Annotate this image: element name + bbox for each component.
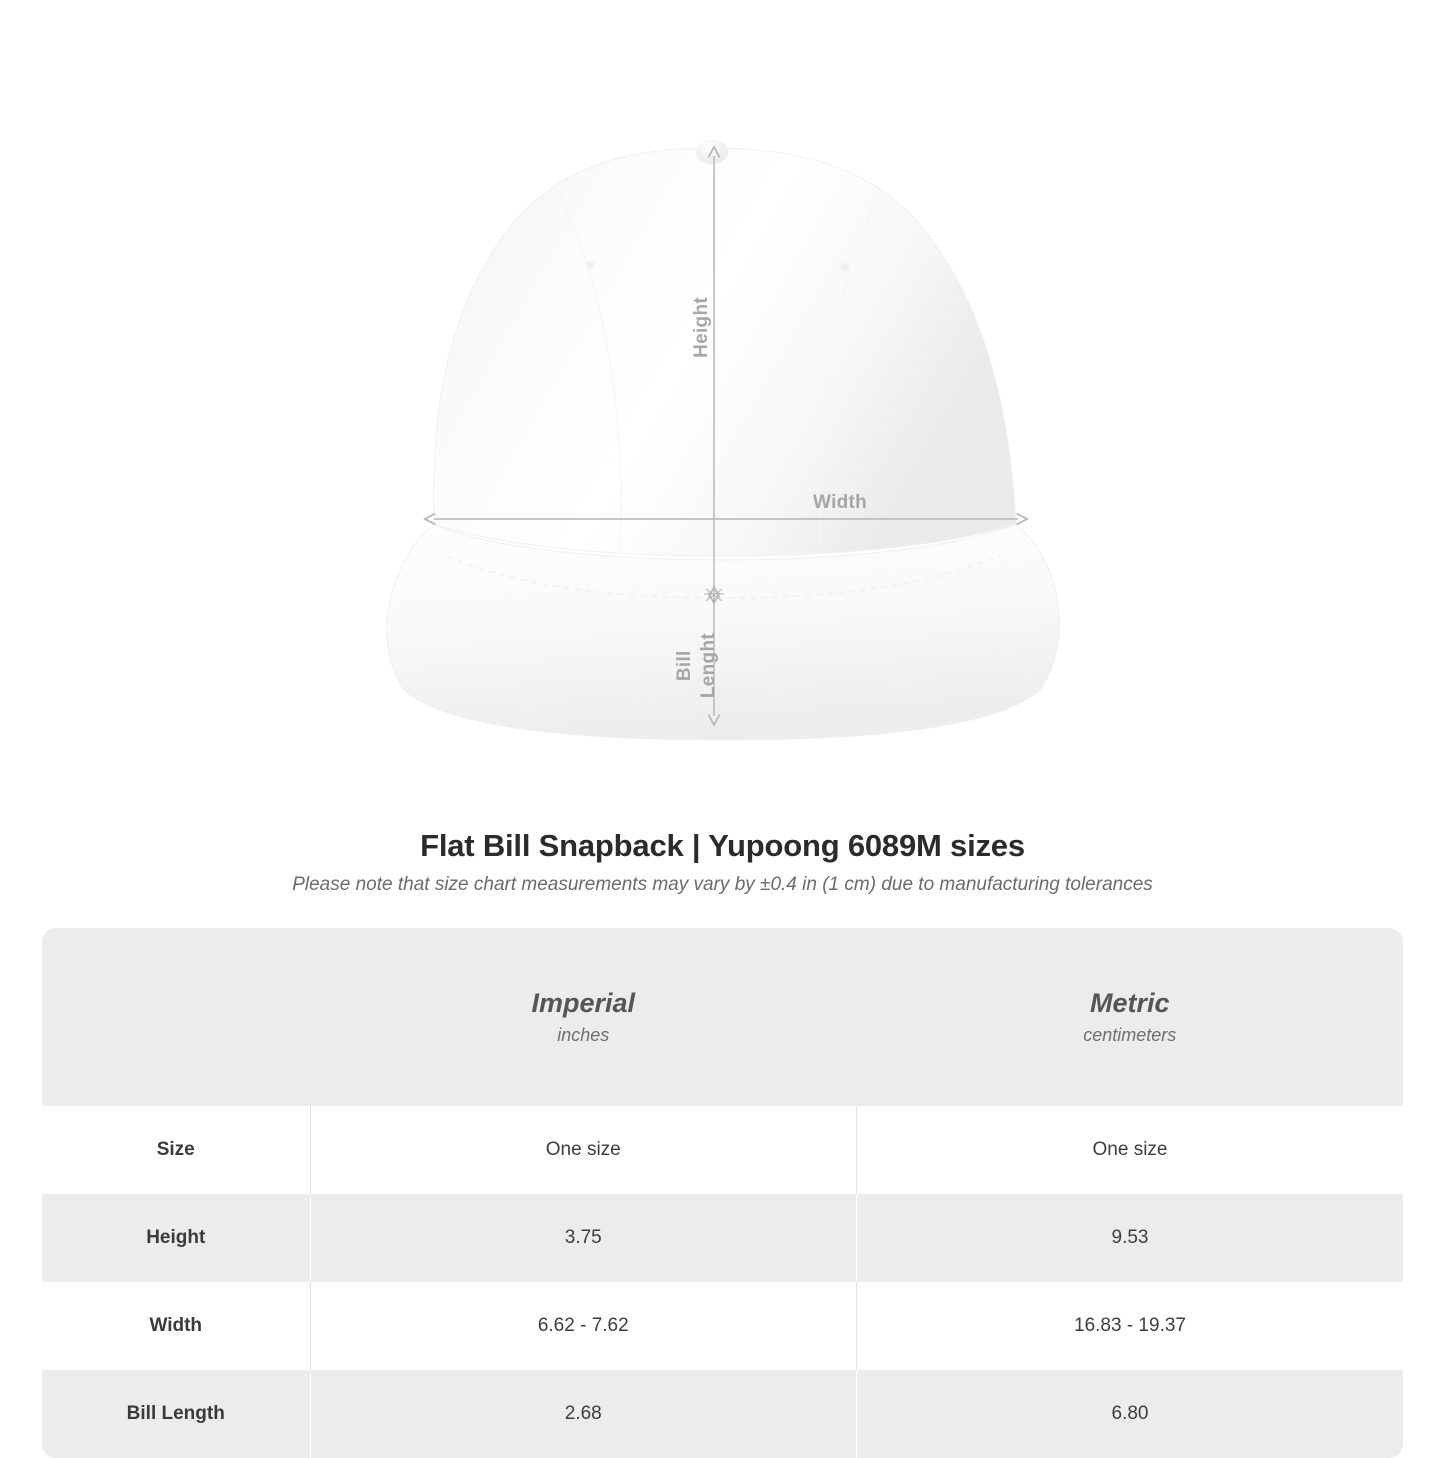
- table-row: [42, 1194, 1403, 1282]
- header-imperial-sub: inches: [557, 1025, 610, 1045]
- header-metric: [857, 928, 1404, 1106]
- table-row: [42, 1282, 1403, 1370]
- table-header-row: [42, 928, 1403, 1106]
- row-label-size: Size: [42, 1106, 310, 1194]
- cell-height-imperial: 3.75: [310, 1194, 857, 1282]
- header-imperial-name: Imperial: [531, 988, 636, 1018]
- cell-bill-length-imperial: 2.68: [310, 1370, 857, 1458]
- tolerance-note: Please note that size chart measurements may vary by ±0.4 in (1 cm) due to manufacturing tolerances: [292, 874, 1153, 895]
- header-blank-cell: [42, 928, 310, 1106]
- cell-size-metric: One size: [857, 1106, 1404, 1194]
- header-metric-sub: centimeters: [1083, 1025, 1177, 1045]
- row-label-height: Height: [42, 1194, 310, 1282]
- cell-size-imperial: One size: [310, 1106, 857, 1194]
- row-label-bill-length: Bill Length: [42, 1370, 310, 1458]
- row-label-width: Width: [42, 1282, 310, 1370]
- header-imperial: [310, 928, 857, 1106]
- bill-length-label-line1: Bill: [674, 650, 695, 681]
- header-metric-name: Metric: [1089, 988, 1170, 1018]
- cell-bill-length-metric: 6.80: [857, 1370, 1404, 1458]
- cell-height-metric: 9.53: [857, 1194, 1404, 1282]
- cell-width-imperial: 6.62 - 7.62: [310, 1282, 857, 1370]
- title-block: [0, 828, 1445, 896]
- bill-length-label-line2: Lenght: [698, 633, 719, 699]
- page-title: Flat Bill Snapback | Yupoong 6089M sizes: [420, 828, 1025, 863]
- table-header: [42, 928, 1403, 1106]
- size-table-wrapper: [42, 928, 1403, 1458]
- height-dimension-label: Height: [691, 297, 712, 358]
- width-dimension-label: Width: [813, 492, 868, 513]
- size-table: [42, 928, 1403, 1458]
- table-body: [42, 1106, 1403, 1458]
- table-row: [42, 1106, 1403, 1194]
- bill-length-dimension-label: [673, 633, 721, 698]
- cell-width-metric: 16.83 - 19.37: [857, 1282, 1404, 1370]
